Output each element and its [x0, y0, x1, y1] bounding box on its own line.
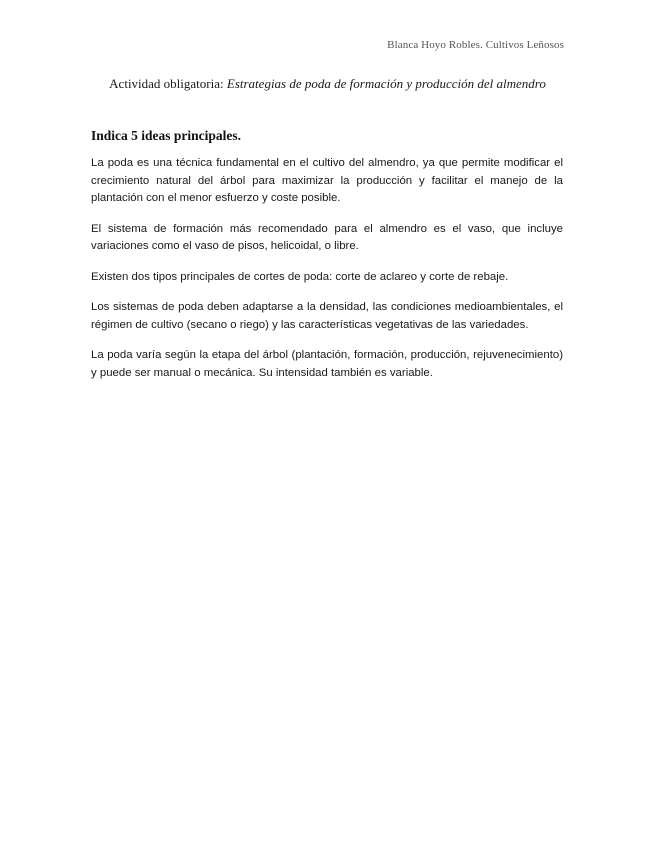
- title-separator: :: [220, 76, 227, 91]
- page-title: [0, 76, 655, 92]
- idea-paragraph: La poda es una técnica fundamental en el cultivo del almendro, ya que permite modificar el crecimiento natural del árbol para maximizar la producción y facilitar el manejo de la plantación con el menor esfuerzo y coste posible.: [91, 157, 563, 205]
- idea-paragraph: Existen dos tipos principales de cortes de poda: corte de aclareo y corte de rebaje.: [91, 270, 509, 283]
- running-header: Blanca Hoyo Robles. Cultivos Leñosos: [387, 39, 564, 51]
- ideas-list: [91, 155, 563, 395]
- title-subject: Estrategias de poda de formación y producción del almendro: [226, 76, 546, 91]
- idea-paragraph: Los sistemas de poda deben adaptarse a la densidad, las condiciones medioambientales, el régimen de cultivo (secano o riego) y las características vegetativas de las variedades.: [91, 300, 563, 331]
- title-prefix: Actividad obligatoria: [109, 76, 221, 91]
- idea-paragraph: La poda varía según la etapa del árbol (plantación, formación, producción, rejuvenecimiento) y puede ser manual o mecánica. Su intensidad también es variable.: [91, 348, 563, 379]
- section-heading: Indica 5 ideas principales.: [91, 128, 242, 143]
- idea-paragraph: El sistema de formación más recomendado para el almendro es el vaso, que incluye variaciones como el vaso de pisos, helicoidal, o libre.: [91, 222, 563, 253]
